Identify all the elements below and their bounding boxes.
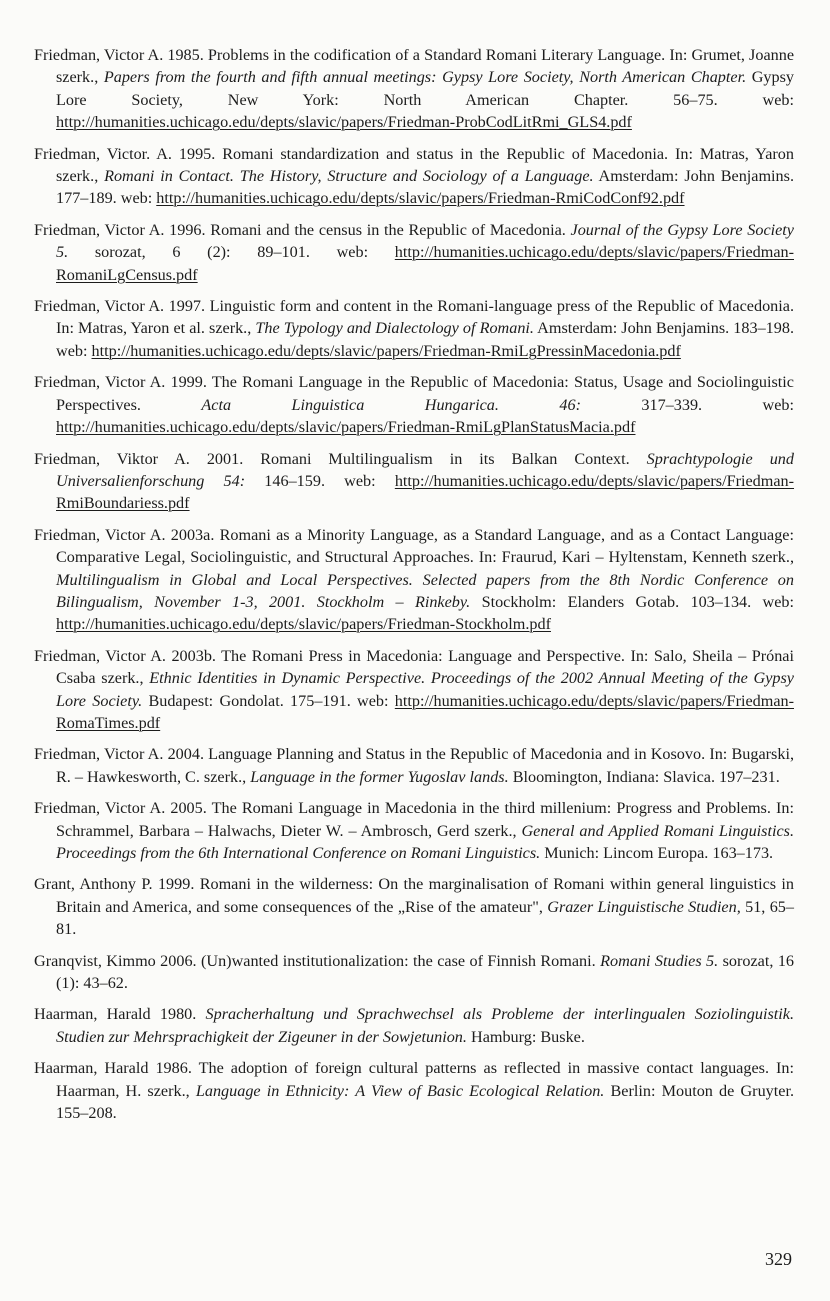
reference-url-link[interactable]: http://humanities.uchicago.edu/depts/slavic/papers/Friedman-RmiLgPressinMacedonia.pdf (91, 341, 681, 360)
reference-text: Haarman, Harald 1986. The adoption of foreign cultural patterns as reflected in massive contact languages. In: Haarman, H. szerk., (34, 1059, 794, 1100)
reference-entry (34, 448, 794, 515)
reference-text: Friedman, Victor A. 1996. Romani and the census in the Republic of Macedonia. (34, 220, 571, 239)
reference-text: Stockholm: Elanders Gotab. 103–134. web: (470, 592, 795, 611)
reference-url-link[interactable]: http://humanities.uchicago.edu/depts/slavic/papers/Friedman-RomaniLgCensus.pdf (56, 243, 794, 284)
reference-title: General and Applied Romani Linguistics. Proceedings from the 6th International Conference on Romani Linguistics. (56, 821, 794, 862)
reference-entry (34, 524, 794, 636)
reference-entry (34, 1057, 794, 1124)
reference-title: Sprachtypologie und Universalienforschung 54: (56, 449, 794, 490)
reference-text: Hamburg: Buske. (466, 1027, 585, 1046)
reference-text: Grant, Anthony P. 1999. Romani in the wilderness: On the marginalisation of Romani within general linguistics in Britain and America, and some consequences of the „Rise of the amateur", (34, 875, 794, 916)
reference-entry (34, 143, 794, 210)
reference-text: Friedman, Victor A. 2003b. The Romani Press in Macedonia: Language and Perspective. In: Salo, Sheila – Prónai Csaba szerk., (34, 646, 794, 688)
reference-entry (34, 219, 794, 286)
reference-text: 51, 65–81. (56, 897, 794, 939)
reference-title: Acta Linguistica Hungarica. 46: (201, 395, 581, 414)
reference-entry (34, 645, 794, 735)
reference-text: Munich: Lincom Europa. 163–173. (540, 844, 774, 862)
reference-text: Friedman, Viktor A. 2001. Romani Multilingualism in its Balkan Context. (34, 449, 647, 468)
reference-text: Haarman, Harald 1980. (34, 1005, 206, 1024)
reference-entry (34, 371, 794, 438)
reference-url-link[interactable]: http://humanities.uchicago.edu/depts/slavic/papers/Friedman-RmiCodConf92.pdf (156, 189, 685, 208)
reference-text: sorozat, 6 (2): 89–101. web: (68, 243, 395, 262)
reference-text: Friedman, Victor A. 1999. The Romani Language in the Republic of Macedonia: Status, Usage and Sociolinguistic Perspectives. (34, 373, 794, 414)
reference-entry (34, 950, 794, 995)
reference-title: Ethnic Identities in Dynamic Perspective. Proceedings of the 2002 Annual Meeting of the Gypsy Lore Society. (56, 669, 794, 710)
reference-text: Friedman, Victor A. 1985. Problems in the codification of a Standard Romani Literary Language. In: Grumet, Joanne szerk., (34, 46, 794, 87)
reference-entry (34, 873, 794, 940)
reference-url-link[interactable]: http://humanities.uchicago.edu/depts/slavic/papers/Friedman-Stockholm.pdf (56, 615, 551, 634)
reference-text: 317–339. web: (580, 395, 794, 414)
reference-title: Language in the former Yugoslav lands. (250, 767, 509, 786)
reference-text: Friedman, Victor A. 1997. Linguistic form and content in the Romani-language press of the Republic of Macedonia. In: Matras, Yaron et al. szerk., (34, 297, 794, 338)
reference-text: Friedman, Victor. A. 1995. Romani standardization and status in the Republic of Macedonia. In: Matras, Yaron szerk., (34, 144, 794, 186)
reference-text: Friedman, Victor A. 2005. The Romani Language in Macedonia in the third millenium: Progress and Problems. In: Schrammel, Barbara – Halwachs, Dieter W. – Ambrosch, Gerd szerk., (34, 799, 794, 840)
reference-text: Amsterdam: John Benjamins. 183–198. web: (56, 319, 795, 360)
reference-text: sorozat, 16 (1): 43–62. (56, 951, 795, 993)
reference-list (34, 44, 794, 1133)
reference-url-link[interactable]: http://humanities.uchicago.edu/depts/slavic/papers/Friedman-RmiLgPlanStatusMacia.pdf (56, 418, 636, 437)
reference-text: Berlin: Mouton de Gruyter. 155–208. (56, 1081, 794, 1123)
page-number: 329 (765, 1249, 792, 1269)
reference-title: Romani Studies 5. (600, 951, 719, 970)
reference-title: Multilingualism in Global and Local Perspectives. Selected papers from the 8th Nordic Conference on Bilingualism, November 1-3, 2001. Stockholm – Rinkeby. (56, 570, 794, 611)
reference-text: Friedman, Victor A. 2004. Language Planning and Status in the Republic of Macedonia and in Kosovo. In: Bugarski, R. – Hawkesworth, C. szerk., (34, 745, 794, 786)
reference-text: Friedman, Victor A. 2003a. Romani as a Minority Language, as a Standard Language, and as a Contact Language: Comparative Legal, Sociolinguistic, and Structural Approaches. In: Fraurud, Kari – Hyltenstam, Kenneth szerk., (34, 525, 794, 567)
reference-title: Journal of the Gypsy Lore Society 5. (56, 220, 794, 262)
reference-entry (34, 295, 794, 362)
reference-title: Romani in Contact. The History, Structure and Sociology of a Language. (104, 167, 594, 186)
reference-entry (34, 743, 794, 788)
reference-text: Granqvist, Kimmo 2006. (Un)wanted institutionalization: the case of Finnish Romani. (34, 951, 601, 970)
reference-text: Budapest: Gondolat. 175–191. web: (142, 691, 395, 710)
reference-title: Spracherhaltung und Sprachwechsel als Probleme der interlingualen Soziolinguistik. Studien zur Mehrsprachigkeit der Zigeuner in der Sowjetunion. (56, 1005, 794, 1046)
reference-entry (34, 1003, 794, 1048)
reference-entry (34, 44, 794, 134)
reference-text: Bloomington, Indiana: Slavica. 197–231. (508, 767, 780, 786)
reference-text: 146–159. web: (245, 471, 395, 490)
reference-entry (34, 797, 794, 864)
reference-url-link[interactable]: http://humanities.uchicago.edu/depts/slavic/papers/Friedman-RomaTimes.pdf (56, 691, 794, 732)
reference-url-link[interactable]: http://humanities.uchicago.edu/depts/slavic/papers/Friedman-RmiBoundariess.pdf (56, 471, 795, 513)
reference-text: Gypsy Lore Society, New York: North American Chapter. 56–75. web: (56, 68, 795, 109)
reference-title: Papers from the fourth and fifth annual meetings: Gypsy Lore Society, North American Chapter. (103, 68, 747, 87)
reference-url-link[interactable]: http://humanities.uchicago.edu/depts/slavic/papers/Friedman-ProbCodLitRmi_GLS4.pdf (56, 113, 632, 132)
reference-title: The Typology and Dialectology of Romani. (255, 319, 534, 338)
reference-text: Amsterdam: John Benjamins. 177–189. web: (56, 167, 794, 208)
reference-title: Language in Ethnicity: A View of Basic Ecological Relation. (195, 1081, 605, 1100)
reference-title: Grazer Linguistische Studien, (547, 897, 741, 916)
